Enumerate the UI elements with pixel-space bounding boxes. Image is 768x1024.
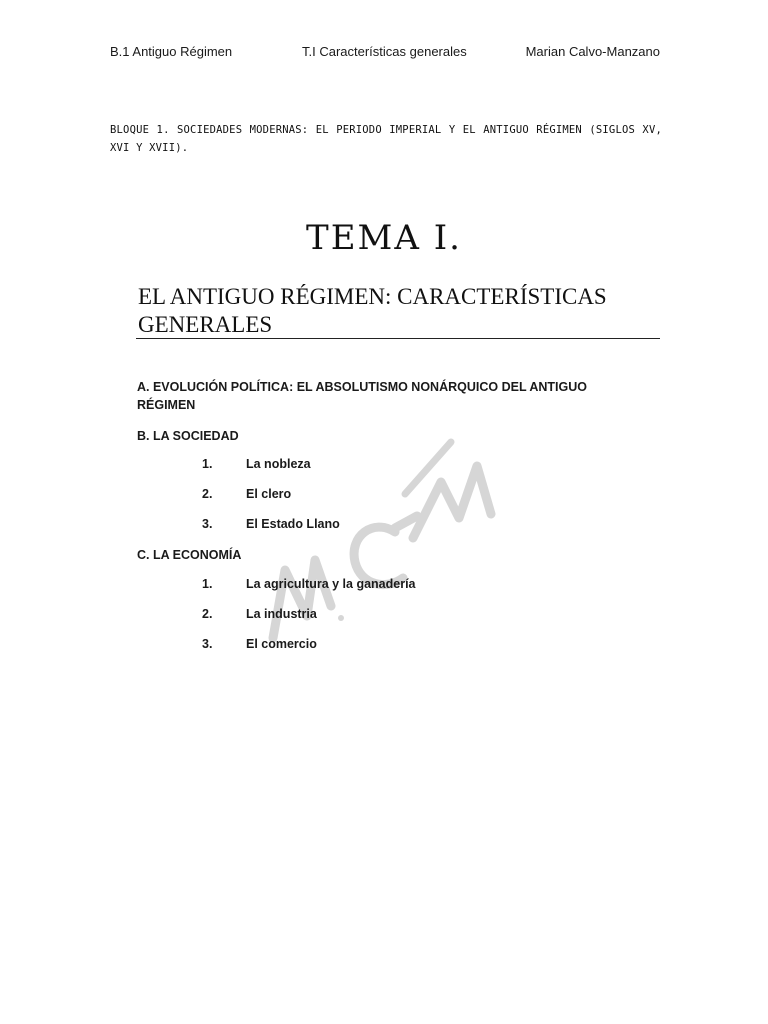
section-c: C. LA ECONOMÍA: [137, 548, 242, 562]
list-item: La agricultura y la ganadería: [246, 577, 416, 591]
list-item-number: 2.: [202, 487, 213, 501]
list-item-number: 1.: [202, 577, 213, 591]
list-item: La nobleza: [246, 457, 311, 471]
list-item-number: 2.: [202, 607, 213, 621]
header-left: B.1 Antiguo Régimen: [110, 44, 233, 59]
section-a: A. EVOLUCIÓN POLÍTICA: EL ABSOLUTISMO NONÁRQUICO DEL ANTIGUO RÉGIMEN: [137, 380, 588, 412]
tema-heading: TEMA I.: [306, 218, 462, 258]
list-item: La industria: [246, 607, 317, 621]
document-title: EL ANTIGUO RÉGIMEN: CARACTERÍSTICAS GENERALES: [138, 284, 607, 337]
list-item-number: 1.: [202, 457, 213, 471]
list-item: El Estado Llano: [246, 517, 340, 531]
list-item: El clero: [246, 487, 292, 501]
list-item: El comercio: [246, 637, 317, 651]
section-b: B. LA SOCIEDAD: [137, 429, 239, 443]
list-item-number: 3.: [202, 517, 213, 531]
list-item-number: 3.: [202, 637, 213, 651]
header-right: Marian Calvo-Manzano: [525, 44, 660, 59]
header-center: T.I Características generales: [302, 44, 467, 59]
bloque-heading: BLOQUE 1. SOCIEDADES MODERNAS: EL PERIODO IMPERIAL Y EL ANTIGUO RÉGIMEN (SIGLOS XV, XVI Y XVII).: [110, 124, 662, 154]
